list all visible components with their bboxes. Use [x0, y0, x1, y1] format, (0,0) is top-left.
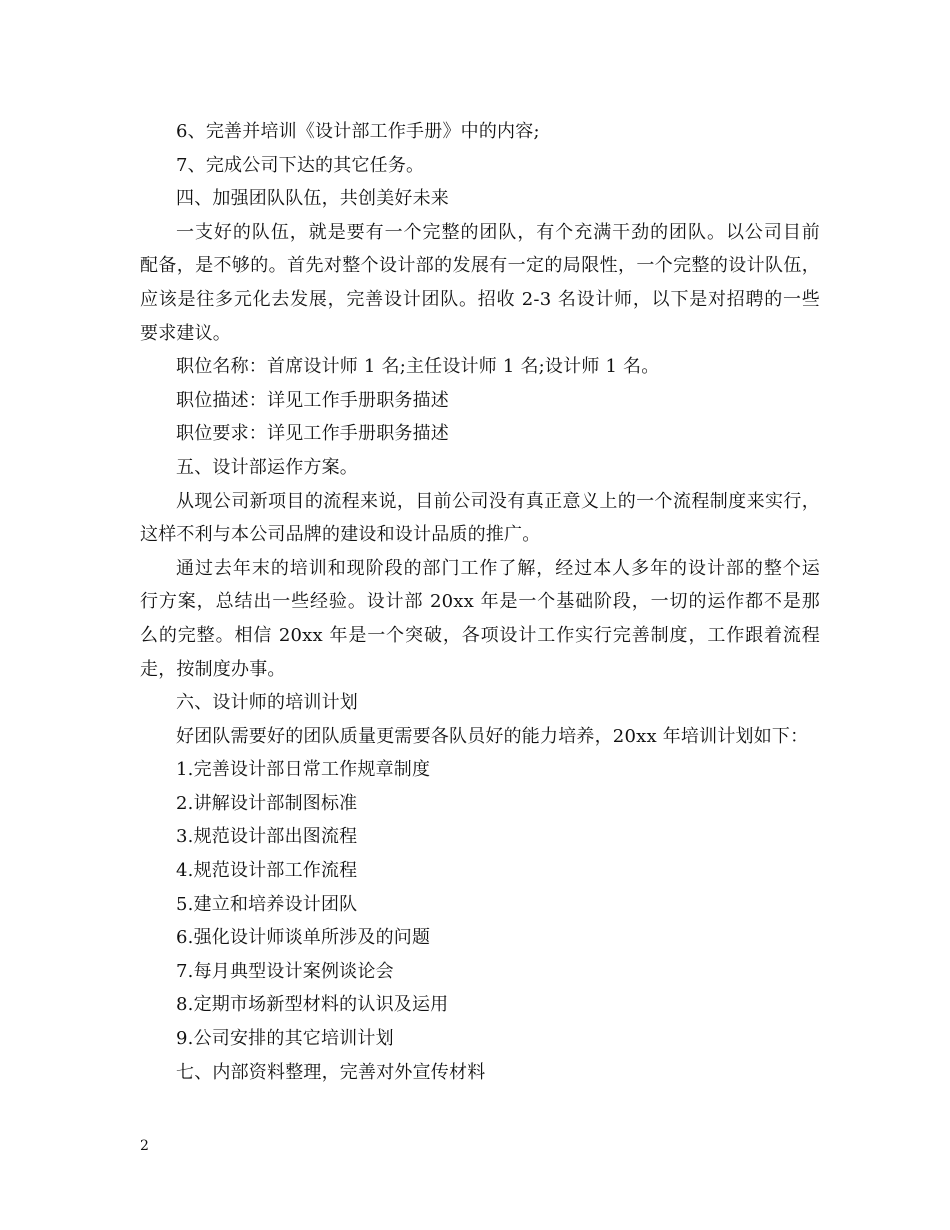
section-heading-operation-plan: 五、设计部运作方案。 — [176, 456, 358, 478]
section-heading-training-plan: 六、设计师的培训计划 — [176, 692, 358, 714]
paragraph-line: 要求建议。 — [140, 322, 231, 344]
training-list-item: 2.讲解设计部制图标准 — [176, 792, 358, 814]
paragraph-line: 么的完整。相信 20xx 年是一个突破，各项设计工作实行完善制度，工作跟着流程 — [140, 624, 820, 646]
document-body — [140, 115, 820, 1089]
training-list-item: 9.公司安排的其它培训计划 — [176, 1028, 394, 1050]
training-list-item: 5.建立和培养设计团队 — [176, 893, 358, 915]
training-list-item: 6.强化设计师谈单所涉及的问题 — [176, 927, 431, 949]
section-heading-team: 四、加强团队队伍，共创美好未来 — [176, 188, 449, 210]
training-list-item: 7.每月典型设计案例谈论会 — [176, 960, 394, 982]
job-title-line: 职位名称：首席设计师 1 名;主任设计师 1 名;设计师 1 名。 — [176, 356, 660, 378]
job-requirements-line: 职位要求：详见工作手册职务描述 — [176, 423, 449, 445]
job-description-line: 职位描述：详见工作手册职务描述 — [176, 389, 449, 411]
list-item-6-manual: 6、完善并培训《设计部工作手册》中的内容; — [176, 121, 540, 142]
paragraph-line: 应该是往多元化去发展，完善设计团队。招收 2-3 名设计师，以下是对招聘的一些 — [140, 288, 820, 310]
paragraph-line: 这样不利与本公司品牌的建设和设计品质的推广。 — [140, 524, 541, 546]
paragraph-line: 通过去年末的培训和现阶段的部门工作了解，经过本人多年的设计部的整个运 — [176, 557, 820, 579]
paragraph-line: 一支好的队伍，就是要有一个完整的团队，有个充满干劲的团队。以公司目前 — [176, 221, 820, 243]
list-item-7-other-tasks: 7、完成公司下达的其它任务。 — [176, 154, 425, 176]
section-heading-materials: 七、内部资料整理，完善对外宣传材料 — [176, 1061, 486, 1083]
training-list-item: 8.定期市场新型材料的认识及运用 — [176, 994, 449, 1016]
paragraph-line: 走，按制度办事。 — [140, 658, 286, 680]
paragraph-line: 好团队需要好的团队质量更需要各队员好的能力培养，20xx 年培训计划如下： — [176, 725, 809, 747]
paragraph-line: 配备，是不够的。首先对整个设计部的发展有一定的局限性，一个完整的设计队伍， — [140, 255, 820, 277]
paragraph-line: 行方案，总结出一些经验。设计部 20xx 年是一个基础阶段，一切的运作都不是那 — [140, 591, 820, 613]
paragraph-line: 从现公司新项目的流程来说，目前公司没有真正意义上的一个流程制度来实行， — [176, 490, 820, 512]
training-list-item: 4.规范设计部工作流程 — [176, 860, 358, 882]
training-list-item: 3.规范设计部出图流程 — [176, 826, 358, 848]
training-list-item: 1.完善设计部日常工作规章制度 — [176, 759, 431, 781]
page-number: 2 — [140, 1138, 149, 1154]
